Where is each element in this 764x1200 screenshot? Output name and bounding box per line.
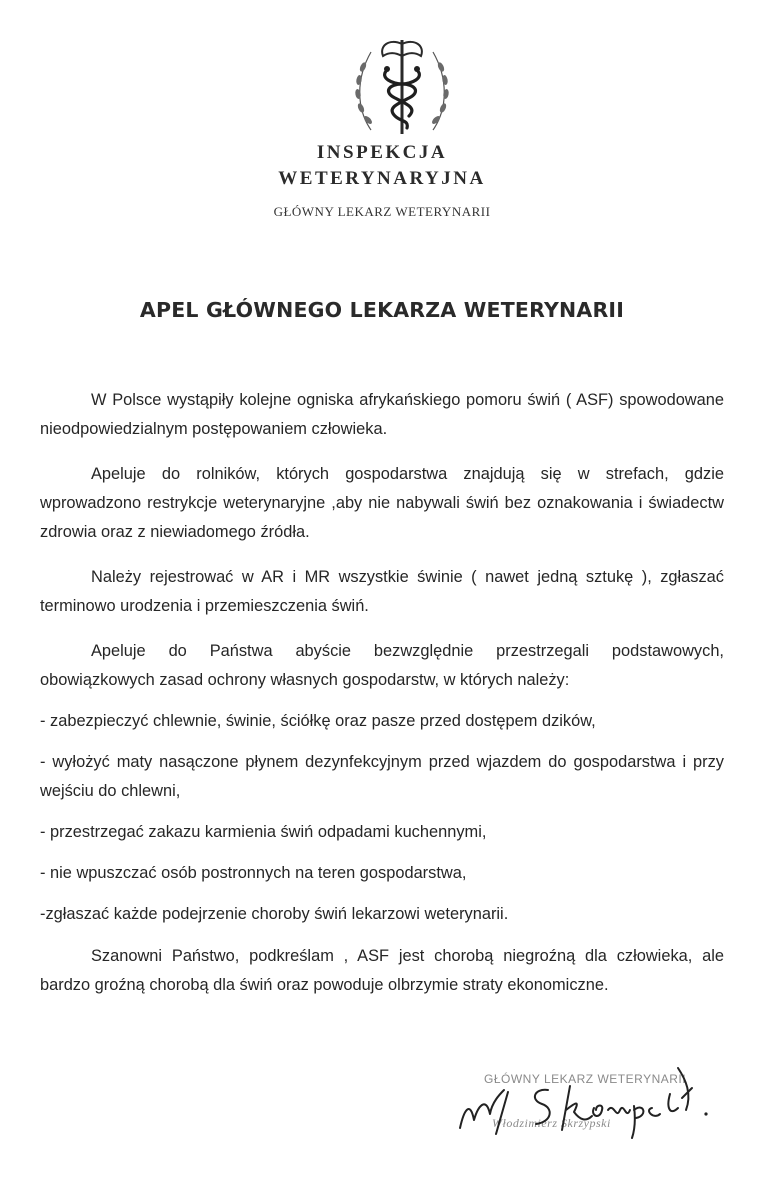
- paragraph-closing: Szanowni Państwo, podkreślam , ASF jest chorobą niegroźną dla człowieka, ale bardzo groźną chorobą dla świń oraz powoduje olbrzymie straty ekonomiczne.: [40, 947, 724, 994]
- paragraph-registration: Należy rejestrować w AR i MR wszystkie świnie ( nawet jedną sztukę ), zgłaszać terminowo urodzenia i przemieszczenia świń.: [40, 568, 724, 615]
- caduceus-emblem-icon: [349, 30, 455, 142]
- letter-closing: [40, 942, 724, 1000]
- org-name-line2: WETERYNARYJNA: [278, 168, 486, 189]
- paragraph-appeal-rules: Apeluje do Państwa abyście bezwzględnie przestrzegali podstawowych, obowiązkowych zasad ochrony własnych gospodarstw, w których należy:: [40, 642, 724, 689]
- org-subtitle: GŁÓWNY LEKARZ WETERYNARII: [273, 204, 491, 219]
- paragraph-asf-outbreaks: W Polsce wystąpiły kolejne ogniska afrykańskiego pomoru świń ( ASF) spowodowane nieodpowiedzialnym postępowaniem człowieka.: [40, 391, 724, 438]
- document-title: APEL GŁÓWNEGO LEKARZA WETERYNARII: [139, 298, 625, 322]
- org-name-line1: INSPEKCJA: [316, 142, 448, 163]
- stamp-name: Włodzimierz Skrzypski: [492, 1116, 611, 1130]
- list-item-secure-farm: - zabezpieczyć chlewnie, świnie, ściółkę oraz pasze przed dostępem dzików,: [40, 712, 596, 730]
- list-item-disinfection-mats: - wyłożyć maty nasączone płynem dezynfekcyjnym przed wjazdem do gospodarstwa i przy wejściu do chlewni,: [40, 753, 724, 800]
- list-item-no-kitchen-waste: - przestrzegać zakazu karmienia świń odpadami kuchennymi,: [40, 823, 487, 841]
- list-item-no-outsiders: - nie wpuszczać osób postronnych na teren gospodarstwa,: [40, 864, 467, 882]
- stamp-title: GŁÓWNY LEKARZ WETERYNARII: [484, 1072, 687, 1086]
- signature-stamp: [430, 1050, 730, 1140]
- paragraph-appeal-farmers: Apeluje do rolników, których gospodarstwa znajdują się w strefach, gdzie wprowadzono restrykcje weterynaryjne ,aby nie nabywali świń bez oznakowania i świadectw zdrowia oraz z niewiadomego źródła.: [40, 465, 724, 541]
- handwritten-signature: [430, 1050, 730, 1140]
- list-item-report-disease: -zgłaszać każde podejrzenie choroby świń lekarzowi weterynarii.: [40, 905, 509, 923]
- letter-body: [40, 386, 724, 929]
